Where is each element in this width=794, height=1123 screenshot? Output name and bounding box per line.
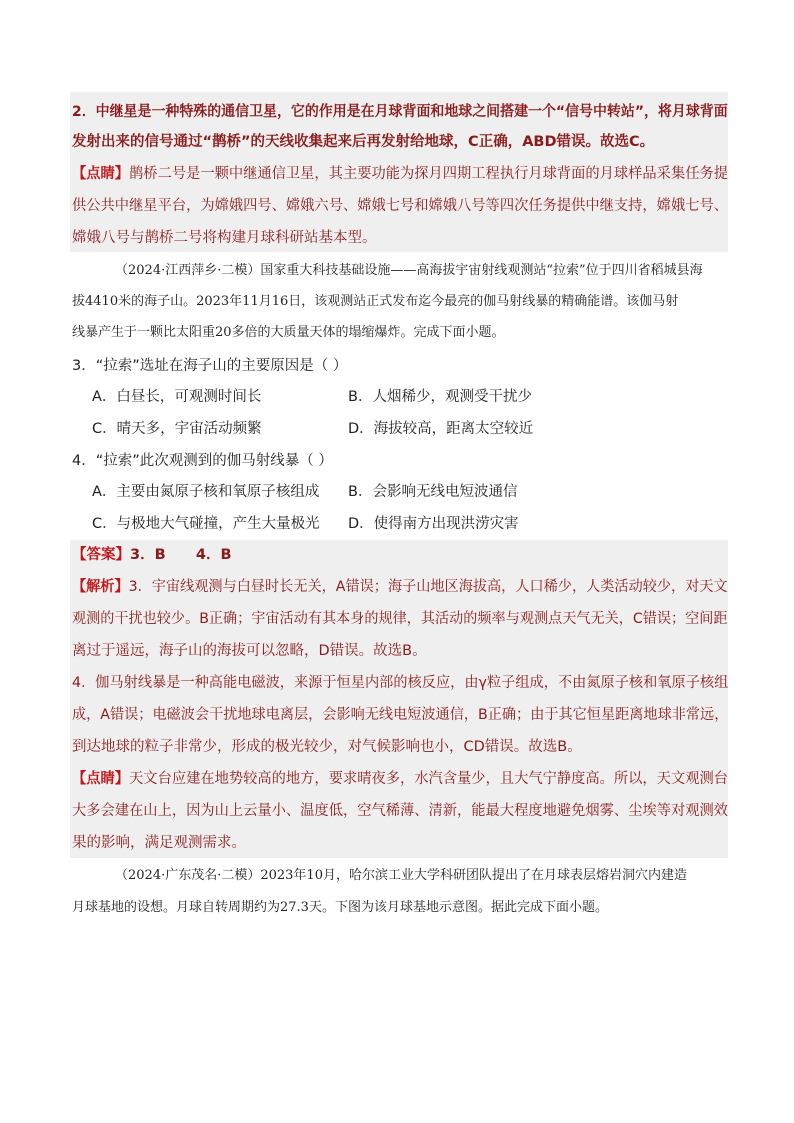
analysis-line [72,577,728,597]
option-d: D．使得南方出现洪涝灾害 [348,516,519,532]
note-line: 果的影响，满足观测需求。 [72,835,246,851]
option-a: A．主要由氮原子核和氧原子核组成 [92,484,320,500]
analysis-line: 到达地球的粒子非常少，形成的极光较少，对气候影响也小，CD错误。故选B。 [72,739,582,755]
material-intro-line: 月球基地的设想。月球自转周期约为27.3天。下图为该月球基地示意图。据此完成下面小题。 [72,900,608,915]
note-line: 大多会建在山上，因为山上云量小、温度低，空气稀薄、清新，能最大程度地避免烟雾、尘埃等对观测效 [72,803,728,819]
note-line [72,769,728,789]
analysis-line: 2．中继星是一种特殊的通信卫星，它的作用是在月球背面和地球之间搭建一个“信号中转站”，将月球背面 [72,104,728,120]
analysis-line: 发射出来的信号通过“鹊桥”的天线收集起来后再发射给地球，C正确，ABD错误。故选C。 [72,134,655,150]
question-stem: 4．“拉索”此次观测到的伽马射线暴（ ） [72,453,333,469]
analysis-text: 3．宇宙线观测与白昼时长无关，A错误；海子山地区海拔高，人口稀少，人类活动较少，对天文 [128,579,728,595]
material-intro-line: （2024·广东茂名·二模）2023年10月，哈尔滨工业大学科研团队提出了在月球表层熔岩洞穴内建造 [115,868,687,883]
analysis-line: 4．伽马射线暴是一种高能电磁波，来源于恒星内部的核反应，由γ粒子组成，不由氮原子核和氧原子核组 [72,675,729,691]
analysis-line: 成，A错误；电磁波会干扰地球电离层，会影响无线电短波通信，B正确；由于其它恒星距离地球非常远， [72,707,729,723]
option-c: C．与极地大气碰撞，产生大量极光 [92,516,320,532]
option-b: B．会影响无线电短波通信 [348,484,518,500]
note-text: 鹊桥二号是一颗中继通信卫星，其主要功能为探月四期工程执行月球背面的月球样品采集任务提 [129,166,728,182]
analysis-tag: 【解析】 [72,579,129,595]
note-line: 嫦娥八号与鹊桥二号将构建月球科研站基本型。 [72,230,377,246]
note-tag: 【点睛】 [72,771,130,787]
answer-text: 3．B 4．B [130,547,232,563]
material-intro-line: （2024·江西萍乡·二模）国家重大科技基础设施——高海拔宇宙射线观测站“拉索”位于四川省稻城县海 [115,263,703,278]
note-line [72,164,728,184]
material-intro-line: 线暴产生于一颗比太阳重20多倍的大质量天体的塌缩爆炸。完成下面小题。 [72,325,505,340]
material-intro-line: 拔4410米的海子山。2023年11月16日，该观测站正式发布迄今最亮的伽马射线暴的精确能谱。该伽马射 [72,294,679,309]
note-tag: 【点睛】 [72,166,130,182]
answer-line [72,545,232,565]
note-line: 供公共中继星平台，为嫦娥四号、嫦娥六号、嫦娥七号和嫦娥八号等四次任务提供中继支持，嫦娥七号、 [72,198,728,214]
option-b: B．人烟稀少，观测受干扰少 [348,389,532,405]
analysis-line: 观测的干扰也较少。B正确；宇宙活动有其本身的规律，其活动的频率与观测点天气无关，C错误；空间距 [72,611,728,627]
note-text: 天文台应建在地势较高的地方，要求晴夜多，水汽含量少，且大气宁静度高。所以，天文观测台 [129,771,728,787]
option-d: D．海拔较高，距离太空较近 [348,421,534,437]
analysis-line: 离过于遥远，海子山的海拔可以忽略，D错误。故选B。 [72,643,427,659]
option-a: A．白昼长，可观测时间长 [92,389,262,405]
option-c: C．晴天多，宇宙活动频繁 [92,421,262,437]
question-stem: 3．“拉索”选址在海子山的主要原因是（ ） [72,358,348,374]
answer-tag: 【答案】 [72,547,130,563]
